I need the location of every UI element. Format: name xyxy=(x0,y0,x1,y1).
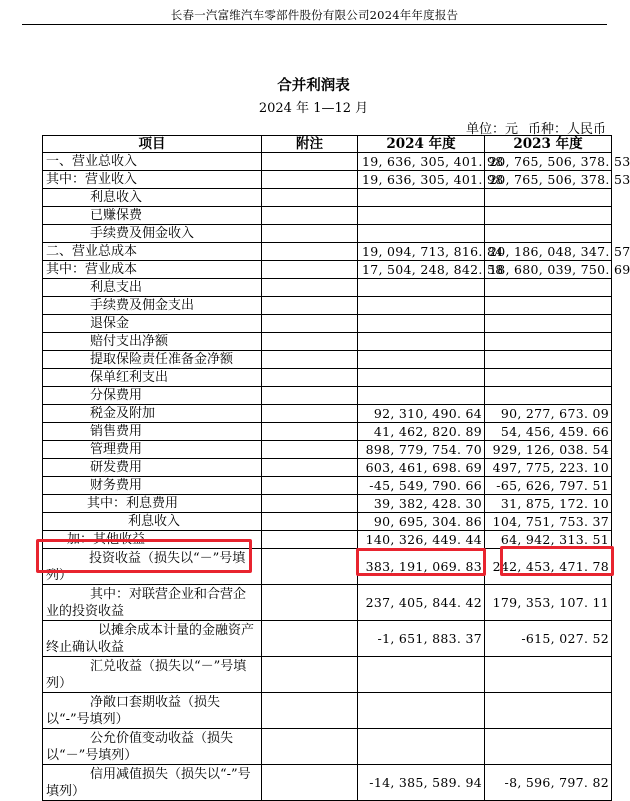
table-row xyxy=(43,351,612,369)
row-label-text: 公允价值变动收益（损失以“－”号填列） xyxy=(46,730,234,763)
value-2024: 90, 695, 304. 86 xyxy=(358,513,485,531)
table-row xyxy=(43,225,612,243)
table-row xyxy=(43,423,612,441)
note-cell xyxy=(262,297,358,315)
value-2024 xyxy=(358,189,485,207)
note-cell xyxy=(262,441,358,459)
row-label-text: 净敞口套期收益（损失以“-”号填列） xyxy=(46,694,221,727)
value-2024 xyxy=(358,369,485,387)
value-2024 xyxy=(358,729,485,765)
table-row xyxy=(43,333,612,351)
value-2023 xyxy=(485,189,612,207)
row-label: 退保金 xyxy=(43,315,262,333)
note-cell xyxy=(262,459,358,477)
value-2024: 19, 636, 305, 401. 98 xyxy=(358,171,485,189)
value-2023: 20, 765, 506, 378. 53 xyxy=(485,171,612,189)
col-header-note: 附注 xyxy=(262,136,358,153)
value-2023: 18, 680, 039, 750. 69 xyxy=(485,261,612,279)
value-2023: 54, 456, 459. 66 xyxy=(485,423,612,441)
row-label: 财务费用 xyxy=(43,477,262,495)
value-2023: 20, 765, 506, 378. 53 xyxy=(485,153,612,171)
row-label: 已赚保费 xyxy=(43,207,262,225)
value-2023: -615, 027. 52 xyxy=(485,621,612,657)
table-row xyxy=(43,279,612,297)
value-2024 xyxy=(358,693,485,729)
col-header-2023: 2023 年度 xyxy=(485,136,612,153)
value-2023: 497, 775, 223. 10 xyxy=(485,459,612,477)
note-cell xyxy=(262,207,358,225)
row-label xyxy=(43,765,262,801)
row-label-text: 汇兑收益（损失以“－”号填列） xyxy=(46,658,247,691)
note-cell xyxy=(262,423,358,441)
value-2023: -65, 626, 797. 51 xyxy=(485,477,612,495)
table-row xyxy=(43,459,612,477)
row-label xyxy=(43,657,262,693)
value-2024 xyxy=(358,387,485,405)
value-2023: -8, 596, 797. 82 xyxy=(485,765,612,801)
table-row xyxy=(43,189,612,207)
table-row xyxy=(43,585,612,621)
value-2024: 140, 326, 449. 44 xyxy=(358,531,485,549)
value-2024 xyxy=(358,657,485,693)
value-2023 xyxy=(485,225,612,243)
value-2023: 179, 353, 107. 11 xyxy=(485,585,612,621)
note-cell xyxy=(262,171,358,189)
value-2024 xyxy=(358,207,485,225)
note-cell xyxy=(262,369,358,387)
note-cell xyxy=(262,243,358,261)
value-2024 xyxy=(358,279,485,297)
row-label: 税金及附加 xyxy=(43,405,262,423)
col-header-2024: 2024 年度 xyxy=(358,136,485,153)
table-row xyxy=(43,207,612,225)
value-2023 xyxy=(485,369,612,387)
table-row xyxy=(43,405,612,423)
note-cell xyxy=(262,549,358,585)
table-row xyxy=(43,621,612,657)
value-2023: 31, 875, 172. 10 xyxy=(485,495,612,513)
value-2024: -1, 651, 883. 37 xyxy=(358,621,485,657)
table-row xyxy=(43,153,612,171)
value-2024: -14, 385, 589. 94 xyxy=(358,765,485,801)
value-2023: 64, 942, 313. 51 xyxy=(485,531,612,549)
row-label: 保单红利支出 xyxy=(43,369,262,387)
value-2024: -45, 549, 790. 66 xyxy=(358,477,485,495)
note-cell xyxy=(262,261,358,279)
table-row xyxy=(43,297,612,315)
value-2024: 92, 310, 490. 64 xyxy=(358,405,485,423)
highlight-investment-income-2024 xyxy=(356,548,486,576)
row-label-text: 投资收益（损失以“－”号填列） xyxy=(46,550,246,583)
note-cell xyxy=(262,765,358,801)
value-2023 xyxy=(485,351,612,369)
value-2023 xyxy=(485,333,612,351)
note-cell xyxy=(262,585,358,621)
row-label: 利息收入 xyxy=(43,513,262,531)
value-2024: 19, 636, 305, 401. 98 xyxy=(358,153,485,171)
note-cell xyxy=(262,495,358,513)
value-2023 xyxy=(485,387,612,405)
table-row xyxy=(43,693,612,729)
table-row xyxy=(43,387,612,405)
note-cell xyxy=(262,387,358,405)
row-label: 二、营业总成本 xyxy=(43,243,262,261)
row-label: 利息收入 xyxy=(43,189,262,207)
note-cell xyxy=(262,513,358,531)
row-label-text: 信用减值损失（损失以“-”号填列） xyxy=(46,766,251,799)
row-label: 其中：营业成本 xyxy=(43,261,262,279)
value-2024 xyxy=(358,333,485,351)
table-row xyxy=(43,657,612,693)
unit-label: 单位：元 xyxy=(465,122,518,137)
row-label: 分保费用 xyxy=(43,387,262,405)
value-2024: 603, 461, 698. 69 xyxy=(358,459,485,477)
row-label xyxy=(43,693,262,729)
value-2023 xyxy=(485,693,612,729)
table-row xyxy=(43,315,612,333)
row-label: 提取保险责任准备金净额 xyxy=(43,351,262,369)
row-label: 手续费及佣金收入 xyxy=(43,225,262,243)
value-2024: 237, 405, 844. 42 xyxy=(358,585,485,621)
table-row xyxy=(43,171,612,189)
value-2024 xyxy=(358,315,485,333)
col-header-item: 项目 xyxy=(43,136,262,153)
income-statement-table xyxy=(42,135,630,801)
table-header-row xyxy=(43,136,612,153)
note-cell xyxy=(262,189,358,207)
table-row xyxy=(43,765,612,801)
value-2023: 929, 126, 038. 54 xyxy=(485,441,612,459)
row-label: 一、营业总收入 xyxy=(43,153,262,171)
value-2024: 383, 191, 069. 83 xyxy=(358,549,485,585)
value-2024: 41, 462, 820. 89 xyxy=(358,423,485,441)
table-row xyxy=(43,243,612,261)
value-2024 xyxy=(358,297,485,315)
note-cell xyxy=(262,621,358,657)
note-cell xyxy=(262,351,358,369)
row-label xyxy=(43,621,262,657)
value-2024: 19, 094, 713, 816. 84 xyxy=(358,243,485,261)
value-2023 xyxy=(485,657,612,693)
row-label: 销售费用 xyxy=(43,423,262,441)
table-row xyxy=(43,441,612,459)
row-label: 加：其他收益 xyxy=(43,531,262,549)
table-row xyxy=(43,495,612,513)
row-label: 管理费用 xyxy=(43,441,262,459)
note-cell xyxy=(262,315,358,333)
statement-period: 2024 年 1—12 月 xyxy=(258,101,369,116)
note-cell xyxy=(262,657,358,693)
row-label xyxy=(43,729,262,765)
value-2024: 898, 779, 754. 70 xyxy=(358,441,485,459)
table-row xyxy=(43,369,612,387)
value-2023 xyxy=(485,279,612,297)
row-label-text: 其中：对联营企业和合营企业的投资收益 xyxy=(46,586,247,619)
value-2023: 90, 277, 673. 09 xyxy=(485,405,612,423)
value-2023 xyxy=(485,297,612,315)
note-cell xyxy=(262,279,358,297)
report-header: 长春一汽富维汽车零部件股份有限公司2024年年度报告 xyxy=(22,4,607,25)
row-label: 其中：利息费用 xyxy=(43,495,262,513)
value-2023 xyxy=(485,729,612,765)
value-2024 xyxy=(358,225,485,243)
row-label: 赔付支出净额 xyxy=(43,333,262,351)
row-label: 手续费及佣金支出 xyxy=(43,297,262,315)
highlight-investment-income-label xyxy=(36,539,252,573)
note-cell xyxy=(262,405,358,423)
value-2023: 242, 453, 471. 78 xyxy=(485,549,612,585)
row-label-text: 以摊余成本计量的金融资产终止确认收益 xyxy=(46,622,255,655)
value-2023 xyxy=(485,207,612,225)
statement-title: 合并利润表 xyxy=(277,77,350,94)
value-2023 xyxy=(485,315,612,333)
note-cell xyxy=(262,531,358,549)
note-cell xyxy=(262,477,358,495)
value-2024 xyxy=(358,351,485,369)
value-2023: 104, 751, 753. 37 xyxy=(485,513,612,531)
highlight-investment-income-2023 xyxy=(500,546,614,576)
value-2024: 17, 504, 248, 842. 58 xyxy=(358,261,485,279)
currency-label: 币种：人民币 xyxy=(527,122,606,137)
row-label: 其中：营业收入 xyxy=(43,171,262,189)
table-row xyxy=(43,477,612,495)
value-2023: 20, 186, 048, 347. 57 xyxy=(485,243,612,261)
table-row xyxy=(43,729,612,765)
note-cell xyxy=(262,333,358,351)
row-label xyxy=(43,585,262,621)
note-cell xyxy=(262,225,358,243)
note-cell xyxy=(262,153,358,171)
table-row xyxy=(43,261,612,279)
note-cell xyxy=(262,729,358,765)
table-row xyxy=(43,513,612,531)
note-cell xyxy=(262,693,358,729)
row-label: 研发费用 xyxy=(43,459,262,477)
row-label: 利息支出 xyxy=(43,279,262,297)
value-2024: 39, 382, 428. 30 xyxy=(358,495,485,513)
